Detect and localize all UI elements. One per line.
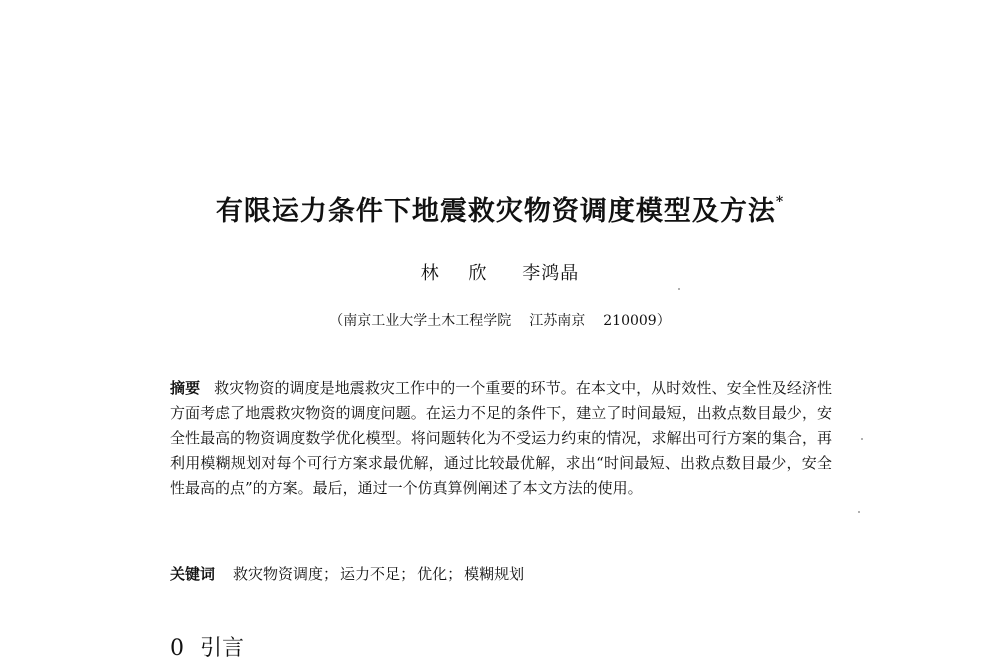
abstract-label: 摘要 — [170, 379, 201, 397]
affiliation-open-paren: （ — [329, 313, 344, 329]
affiliation-city: 江苏南京 — [529, 313, 586, 329]
section-title: 引言 — [200, 636, 245, 661]
keyword-item: 救灾物资调度 — [233, 565, 324, 583]
keyword-separator: ； — [447, 565, 463, 583]
author-name: 林 欣 — [420, 263, 499, 284]
abstract-text: 救灾物资的调度是地震救灾工作中的一个重要的环节。在本文中，从时效性、安全性及经济性方面考虑了地震救灾物资的调度问题。在运力不足的条件下，建立了时间最短，出救点数目最少，安全性最高的物资调度数学优化模型。将问题转化为不受运力约束的情况，求解出可行方案的集合，再利用模糊规划对每个可行方案求最优解，通过比较最优解，求出“时间最短、出救点数目最少，安全性最高的点”的方案。最后，通过一个仿真算例阐述了本文方法的使用。 — [170, 379, 832, 497]
section-heading — [170, 634, 244, 664]
scan-speck — [678, 288, 680, 290]
scan-speck — [861, 438, 863, 440]
affiliation-institution: 南京工业大学土木工程学院 — [343, 313, 512, 329]
keyword-separator: ； — [323, 565, 339, 583]
scan-speck — [858, 511, 860, 513]
keyword-separator: ； — [400, 565, 416, 583]
author-name: 李鸿晶 — [522, 263, 580, 284]
paper-title-text: 有限运力条件下地震救灾物资调度模型及方法 — [215, 196, 776, 227]
affiliation-close-paren: ） — [656, 313, 671, 329]
abstract-block — [170, 376, 832, 501]
keyword-item: 优化 — [417, 565, 448, 583]
keywords-label: 关键词 — [170, 565, 216, 583]
keyword-item: 模糊规划 — [464, 565, 525, 583]
section-number: 0 — [170, 636, 184, 661]
keyword-item: 运力不足 — [340, 565, 401, 583]
paper-title — [0, 184, 1000, 230]
author-affiliation — [0, 311, 1000, 331]
title-footnote-mark: * — [775, 194, 785, 210]
author-list — [0, 262, 1000, 286]
keywords-block — [170, 562, 832, 586]
affiliation-postcode: 210009 — [603, 313, 657, 329]
